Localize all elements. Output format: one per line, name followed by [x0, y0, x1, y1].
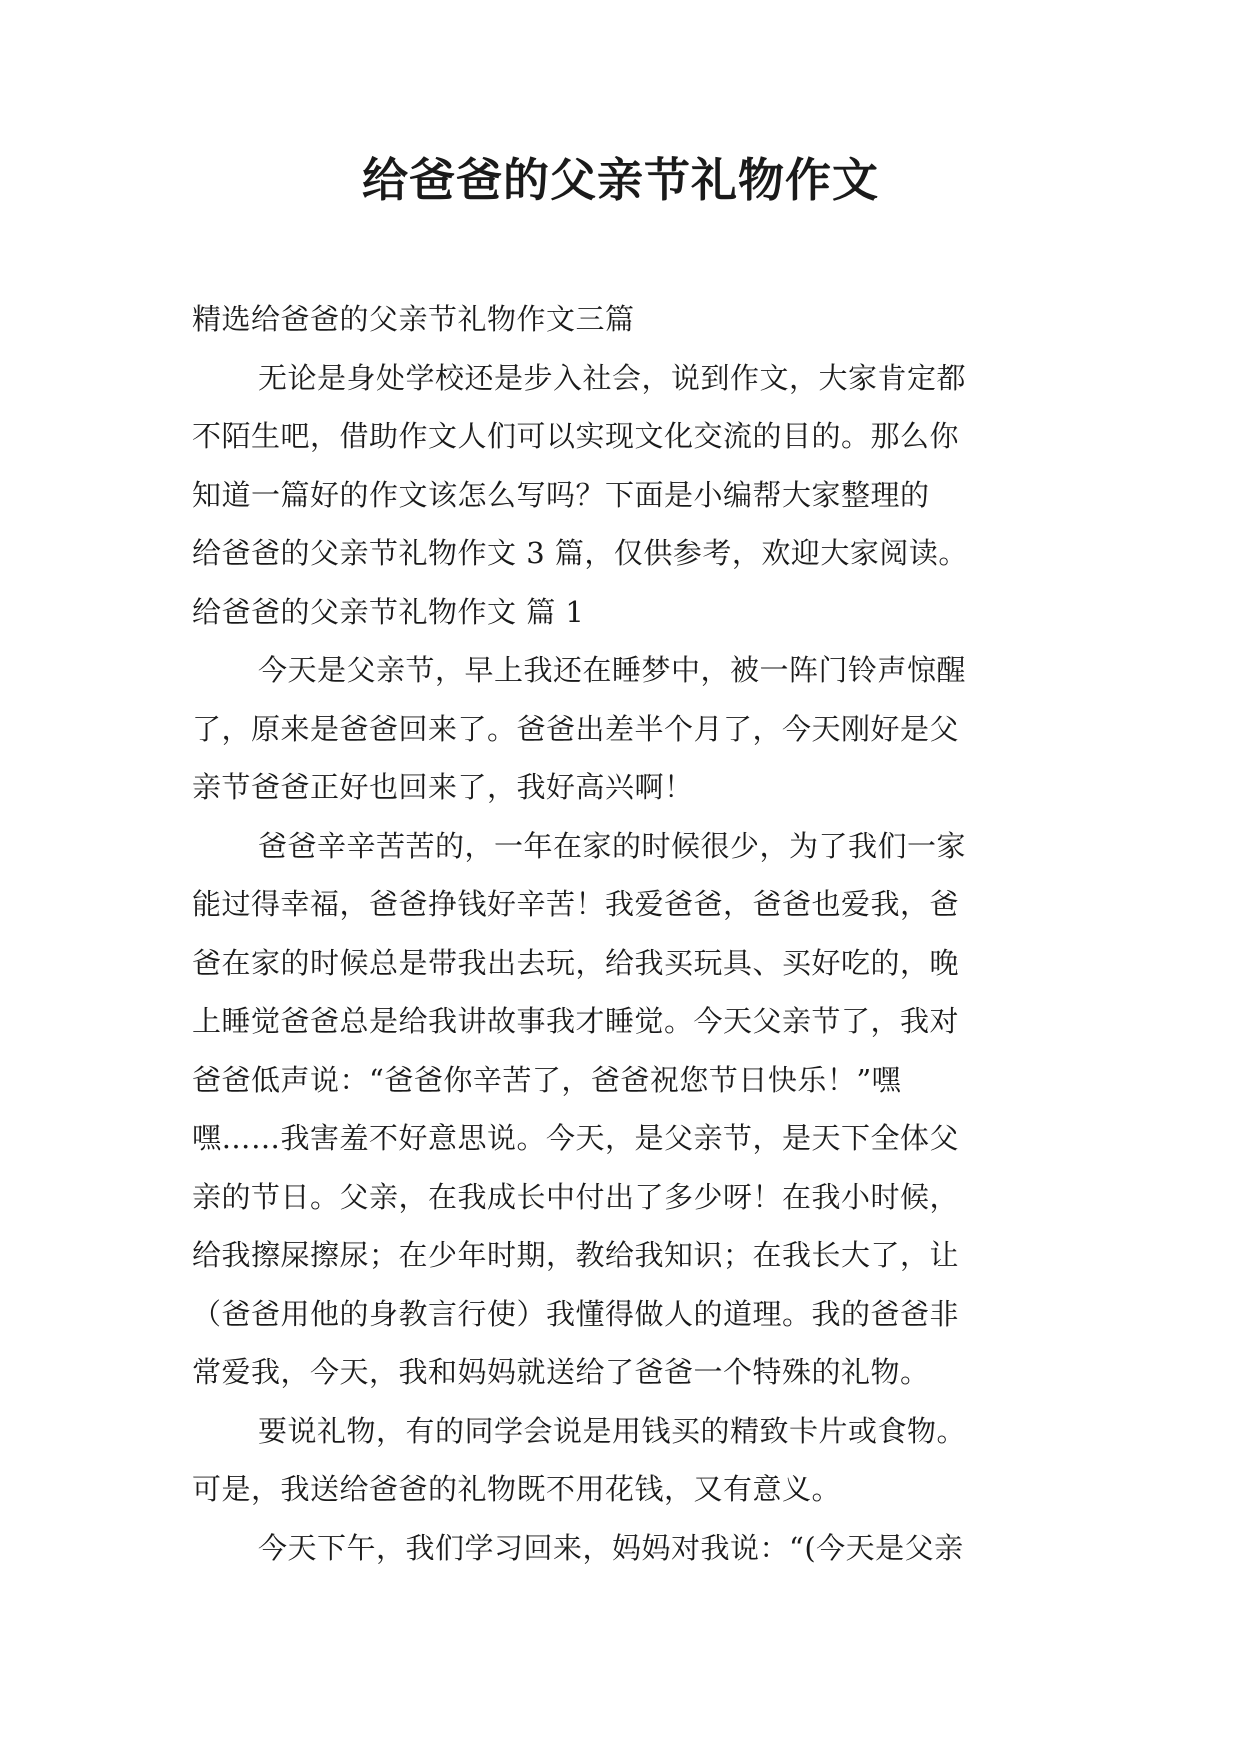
text-line: 常爱我，今天，我和妈妈就送给了爸爸一个特殊的礼物。	[192, 1355, 930, 1389]
text-line: 给我擦屎擦尿；在少年时期，教给我知识；在我长大了，让	[192, 1238, 960, 1272]
text-line: 亲的节日。父亲，在我成长中付出了多少呀！在我小时候，	[192, 1179, 960, 1214]
document-body	[192, 290, 1056, 1577]
text-line: 无论是身处学校还是步入社会，说到作文，大家肯定都	[258, 360, 967, 395]
text-line: 能过得幸福，爸爸挣钱好辛苦！我爱爸爸，爸爸也爱我，爸	[192, 887, 960, 921]
text-line: 上睡觉爸爸总是给我讲故事我才睡觉。今天父亲节了，我对	[192, 1004, 960, 1038]
text-line: 嘿……我害羞不好意思说。今天，是父亲节，是天下全体父	[192, 1121, 960, 1155]
document-title: 给爸爸的父亲节礼物作文	[362, 153, 879, 207]
text-line: 可是，我送给爸爸的礼物既不用花钱，又有意义。	[192, 1472, 842, 1506]
text-line: 今天下午，我们学习回来，妈妈对我说：“(今天是父亲	[258, 1530, 964, 1565]
text-line: 不陌生吧，借助作文人们可以实现文化交流的目的。那么你	[192, 419, 960, 453]
text-line: 爸爸辛辛苦苦的，一年在家的时候很少，为了我们一家	[258, 828, 967, 863]
text-line: （爸爸用他的身教言行使）我懂得做人的道理。我的爸爸非	[192, 1296, 960, 1331]
text-line: 爸在家的时候总是带我出去玩，给我买玩具、买好吃的，晚	[192, 945, 960, 980]
text-line: 要说礼物，有的同学会说是用钱买的精致卡片或食物。	[258, 1413, 967, 1448]
text-line: 爸爸低声说：“爸爸你辛苦了，爸爸祝您节日快乐！”嘿	[192, 1062, 902, 1097]
text-line: 知道一篇好的作文该怎么写吗？下面是小编帮大家整理的	[192, 477, 930, 512]
text-line: 精选给爸爸的父亲节礼物作文三篇	[192, 302, 635, 336]
text-line: 了，原来是爸爸回来了。爸爸出差半个月了，今天刚好是父	[192, 711, 960, 746]
text-line: 亲节爸爸正好也回来了，我好高兴啊！	[192, 770, 694, 804]
text-line: 今天是父亲节，早上我还在睡梦中，被一阵门铃声惊醒	[258, 653, 967, 687]
text-line: 给爸爸的父亲节礼物作文 3 篇，仅供参考，欢迎大家阅读。	[192, 536, 968, 570]
text-line: 给爸爸的父亲节礼物作文 篇 1	[192, 594, 585, 629]
